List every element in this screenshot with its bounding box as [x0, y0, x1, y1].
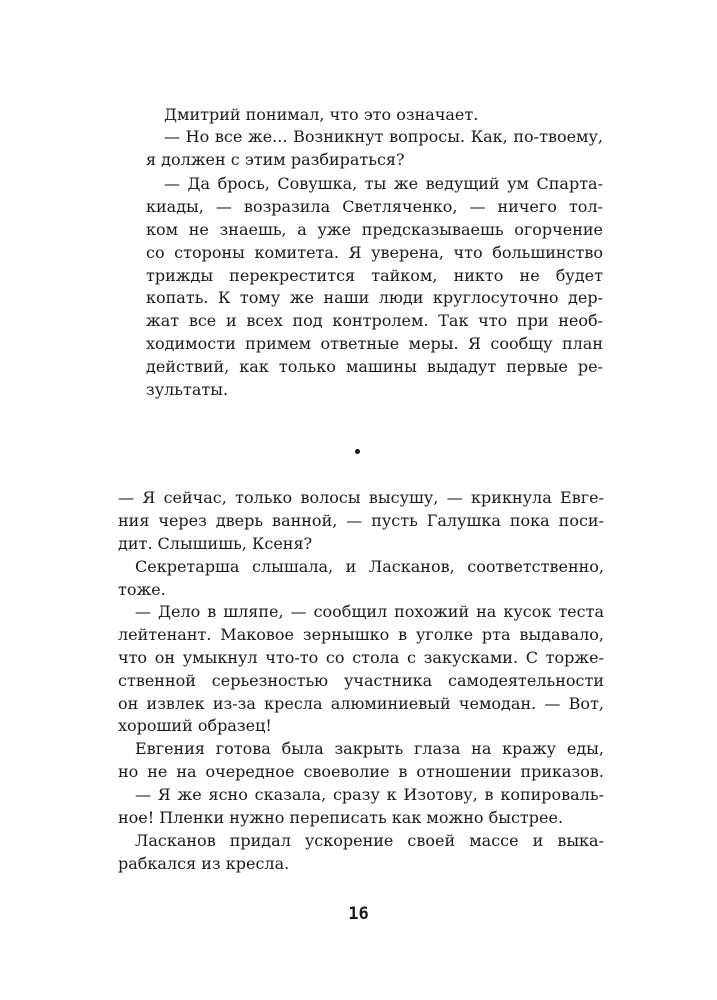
text-line: копать. К тому же наши люди круглосуточно дер-: [146, 288, 603, 307]
text-line: Дмитрий понимал, что это означает.: [164, 105, 479, 124]
text-line: жат все и всех под контролем. Так что при необ-: [146, 311, 603, 330]
page-number: 16: [348, 904, 369, 924]
text-line: со стороны комитета. Я уверена, что большинство: [146, 243, 603, 262]
text-line: ком не знаешь, а уже предсказываешь огорчение: [146, 220, 603, 239]
text-line: дит. Слышишь, Ксеня?: [118, 534, 313, 553]
text-line: — Я сейчас, только волосы высушу, — крикнула Евге-: [118, 488, 604, 507]
text-line: но не на очередное своеволие в отношении приказов.: [118, 762, 604, 781]
text-line: киады, — возразила Светляченко, — ничего тол-: [146, 197, 603, 216]
text-line: ное! Пленки нужно переписать как можно быстрее.: [118, 808, 564, 827]
text-line: что он умыкнул что-то со стола с закусками. С торже-: [118, 648, 604, 667]
text-line: ственной серьезностью участника самодеятельности: [118, 671, 604, 690]
text-line: он извлек из-за кресла алюминиевый чемодан. — Вот,: [118, 694, 604, 713]
text-line: ния через дверь ванной, — пусть Галушка пока поси-: [118, 511, 604, 530]
text-line: Ласканов придал ускорение своей массе и выка-: [135, 831, 604, 850]
text-line: лейтенант. Маковое зернышко в уголке рта выдавало,: [118, 625, 604, 644]
text-line: — Я же ясно сказала, сразу к Изотову, в копироваль-: [135, 785, 604, 804]
text-line: Евгения готова была закрыть глаза на кражу еды,: [135, 739, 604, 758]
section-separator-dot: [355, 449, 360, 454]
text-line: — Дело в шляпе, — сообщил похожий на кусок теста: [135, 602, 604, 621]
text-line: зультаты.: [146, 380, 229, 399]
text-line: трижды перекрестится тайком, никто не будет: [146, 266, 603, 285]
text-line: — Но все же... Возникнут вопросы. Как, по-твоему,: [164, 127, 603, 146]
text-line: рабкался из кресла.: [118, 854, 290, 873]
text-line: Секретарша слышала, и Ласканов, соответственно,: [135, 557, 604, 576]
text-line: действий, как только машины выдадут первые ре-: [146, 357, 603, 376]
text-line: тоже.: [118, 580, 166, 599]
text-line: хороший образец!: [118, 716, 272, 735]
text-line: — Да брось, Совушка, ты же ведущий ум Спарта-: [164, 174, 603, 193]
text-line: я должен с этим разбираться?: [146, 150, 405, 169]
text-line: ходимости примем ответные меры. Я сообщу план: [146, 334, 603, 353]
